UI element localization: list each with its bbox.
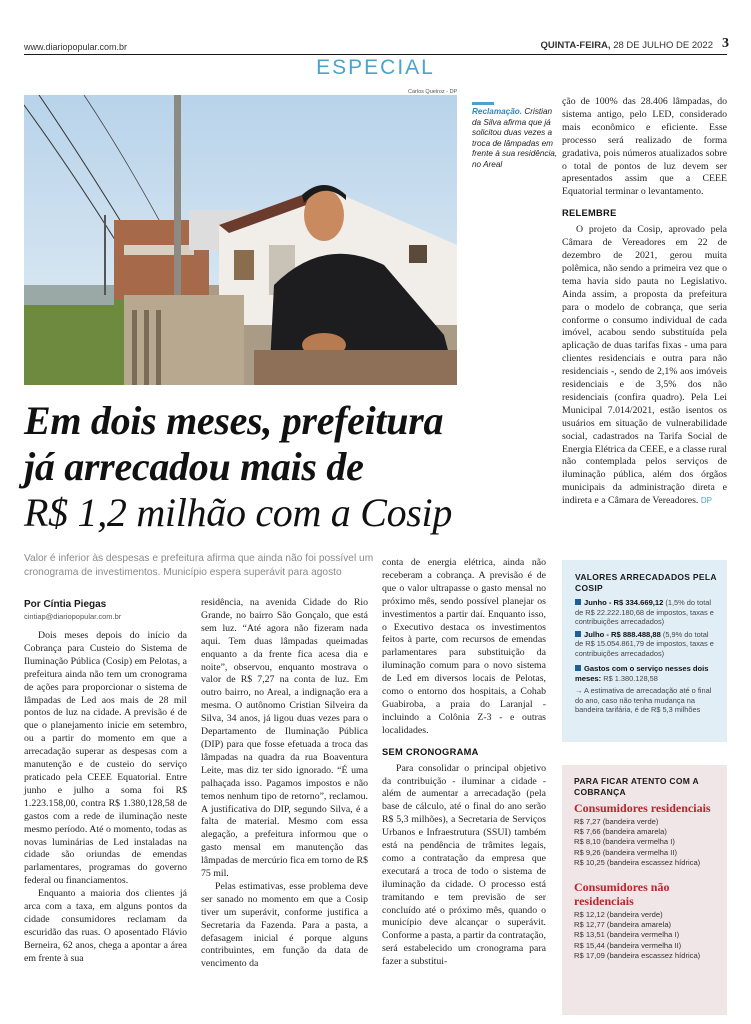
byline-author: Por Cíntia Piegas bbox=[24, 599, 107, 610]
headline-line-3: R$ 1,2 milhão com a Cosip bbox=[24, 490, 453, 535]
headline bbox=[24, 398, 544, 536]
subhead-sem-cronograma: SEM CRONOGRAMA bbox=[382, 746, 479, 757]
paragraph: Para consolidar o principal objetivo da contribuição - iluminar a cidade - além de aumentar a arrecadação (pela base de cálculo, até o final do ano serão R$ 5,3 milhões), a Secretaria de Serviços Urbanos e Infraestrutura (SSUI) também está na pendência de trâmites legais, como a contratação da empresa que executará a troca de todo o sistema de iluminação da cidade. O processo está tramitando e tem previsão de ser concluído até o próximo mês, quando o município deve alcançar o superávit. Conforme a pasta, a partir da contratação, será estabelecido um cronograma para fazer a substitui- bbox=[382, 762, 546, 968]
spend-value: R$ 1.380.128,58 bbox=[603, 673, 658, 683]
deck-summary: Valor é inferior às despesas e prefeitura afirma que ainda não foi possível um cronograma de investimentos. Município espera superávit para agosto bbox=[24, 553, 374, 578]
list-item: R$ 12,77 (bandeira amarela) bbox=[574, 920, 672, 930]
body-column-2 bbox=[201, 597, 368, 971]
byline-email: cintiap@diariopopular.com.br bbox=[24, 612, 122, 621]
list-item: R$ 7,66 (bandeira amarela) bbox=[574, 827, 667, 837]
residential-title: Consumidores residenciais bbox=[574, 801, 711, 815]
caption-text: Cristian da Silva afirma que já solicitou duas vezes a troca de lâmpadas em frente à sua residência, no Areal bbox=[472, 107, 558, 169]
body-column-1 bbox=[24, 630, 187, 966]
box-title: VALORES ARRECADADOS PELA COSIP bbox=[575, 572, 717, 593]
june-detail: (1,5% do total de R$ 22.222.180,68 de impostos, taxas e contribuições arrecadados) bbox=[575, 598, 714, 626]
subhead-relembre: RELEMBRE bbox=[562, 208, 617, 219]
box-title: PARA FICAR ATENTO COM A COBRANÇA bbox=[574, 776, 699, 797]
list-item: R$ 10,25 (bandeira escassez hídrica) bbox=[574, 857, 701, 867]
square-bullet-icon bbox=[575, 599, 581, 605]
headline-line-2: já arrecadou mais de bbox=[24, 444, 364, 489]
paragraph: conta de energia elétrica, ainda não receberam a cobrança. A previsão é de que o valor ultrapasse o gasto mensal no próximo mês, sendo possível planejar os investimentos a partir daí. Enquanto isso, o Executivo destaca os investimentos feitos à parte, com recursos de emendas parlamentares para substituição da iluminação comum para o novo sistema de Led em diversos locais de Pelotas, como o entorno dos hospitais, a Cohab Guabiroba, a praia do Laranjal - incluindo a Colônia Z-3 - e outras localidades. bbox=[382, 557, 546, 736]
author-tag: DP bbox=[700, 496, 712, 506]
square-bullet-icon bbox=[575, 665, 581, 671]
july-row bbox=[575, 630, 717, 659]
body-column-4 bbox=[562, 96, 727, 508]
photo-caption bbox=[472, 102, 560, 170]
paragraph: Pelas estimativas, esse problema deve ser sanado no momento em que a Cosip tiver um superávit, conforme justifica a Secretaria da Fazenda. Para a pasta, a defasagem inicial é porque alguns contribuintes, em função da data de vencimento da bbox=[201, 880, 368, 970]
section-title: ESPECIAL bbox=[316, 56, 435, 79]
paragraph bbox=[562, 224, 727, 508]
photo-credit: Carlos Queiroz - DP bbox=[408, 89, 458, 95]
list-item: R$ 15,44 (bandeira vermelha II) bbox=[574, 940, 682, 950]
values-collected-box bbox=[562, 560, 727, 742]
july-detail: (5,9% do total de R$ 15.054.861,79 de impostos, taxas e contribuições arrecadados) bbox=[575, 629, 714, 658]
date-text: 28 DE JULHO DE 2022 bbox=[613, 40, 713, 51]
list-item: R$ 8,10 (bandeira vermelha I) bbox=[574, 837, 675, 847]
list-item: R$ 9,26 (bandeira vermelha II) bbox=[574, 847, 677, 857]
news-photo bbox=[24, 95, 457, 385]
list-item: R$ 12,12 (bandeira verde) bbox=[574, 910, 663, 920]
photo-illustration bbox=[24, 95, 457, 385]
rates-box bbox=[562, 765, 727, 1015]
issue-date bbox=[541, 40, 713, 51]
headline-line-1: Em dois meses, prefeitura bbox=[24, 398, 444, 443]
list-item: R$ 13,51 (bandeira vermelha I) bbox=[574, 930, 680, 940]
paragraph: ção de 100% das 28.406 lâmpadas, do sistema antigo, pelo LED, considerado mais econômico e eficiente. Esse processo será realizado de forma gradativa, pois números atualizados sobre o total de pontos de luz devem ser apresentados assim que a CEEE Equatorial terminar o levantamento. bbox=[562, 96, 727, 198]
june-label: Junho - R$ 334.669,12 bbox=[584, 598, 664, 607]
estimate-note: → A estimativa de arrecadação até o final do ano, caso não tenha mudança na bandeira tarifária, é de R$ 5,3 milhões bbox=[575, 686, 712, 714]
caption-lead: Reclamação. bbox=[472, 107, 523, 116]
spend-label: Gastos com o serviço nesses dois meses: bbox=[575, 664, 709, 683]
non-residential-title: Consumidores não residenciais bbox=[574, 880, 670, 909]
paragraph: Enquanto a maioria dos clientes já arca com a taxa, em alguns pontos da cidade consumidores reclamam da escuridão das ruas. O aposentado Flávio Berneira, 62 anos, chega a apontar a área em frente à sua bbox=[24, 888, 187, 964]
square-bullet-icon bbox=[575, 631, 581, 637]
site-url: www.diariopopular.com.br bbox=[24, 42, 128, 52]
header-rule bbox=[24, 54, 727, 55]
body-column-3 bbox=[382, 557, 546, 969]
caption-accent-bar bbox=[472, 102, 494, 105]
list-item: R$ 17,09 (bandeira escassez hídrica) bbox=[574, 950, 701, 960]
list-item: R$ 7,27 (bandeira verde) bbox=[574, 817, 659, 826]
page-number: 3 bbox=[722, 36, 729, 51]
june-row bbox=[575, 598, 717, 627]
paragraph: residência, na avenida Cidade do Rio Grande, no bairro São Gonçalo, que está sem luz. “Até agora não fizeram nada aqui. Tem duas lâmpadas queimadas enquanto a da frente fica acesa dia e noite”, observou, enquanto mostrava o valor de R$ 7,27 na conta de luz. Em outro bairro, no Areal, a indignação era a mesma. O autônomo Cristian Silveira da Silva, 34 anos, já ligou duas vezes para o Departamento de Iluminação Pública (DIP) para que fosse efetuada a troca das lâmpadas na quadra da rua Boaventura Leite, mas diz ter sido ignorado. “É uma palhaçada isso. Pagamos impostos e não temos nenhum tipo de retorno”, reclamou. A justificativa do DIP, segundo Silva, é a falta de material. Mesmo com essa alegação, a prefeitura informou que o gasto mensal em manutenção das lâmpadas de mercúrio fica em torno de R$ 75 mil. bbox=[201, 597, 368, 880]
july-label: Julho - R$ 888.488,88 bbox=[584, 629, 661, 639]
weekday: QUINTA-FEIRA, bbox=[540, 40, 611, 51]
spend-row bbox=[575, 664, 717, 683]
paragraph: Dois meses depois do início da Cobrança para Custeio do Sistema de Iluminação Pública (Cosip) em Pelotas, a prefeitura ainda não tem um cronograma de ações para proporcionar o sistema de lâmpadas de Led aos mais de 28 mil pontos de luz na cidade. A previsão é de que o planejamento inicie em setembro, ou a partir do momento em que a arrecadação superar as despesas com a manutenção e de custeio do serviço praticado pela CEEE Equatorial. Entre junho e julho a soma foi R$ 1.223.158,00, contra R$ 1.380,128,58 de gastos com a rede de iluminação neste mesmo período. Até o momento, todas as novas luminárias de Led instaladas na cidade são oriundas de emendas parlamentares, programas do governo federal ou financiamentos. bbox=[24, 630, 187, 887]
paragraph-text: O projeto da Cosip, aprovado pela Câmara de Vereadores em 22 de dezembro de 2021, gerou muita polêmica, não sendo a primeira vez que o tema havia sido pauta no Legislativo. Ainda assim, a proposta da prefeitura para o modelo de cobrança, que seria conforme o consumo individual de cada imóvel, acabou sendo substituída pela aplicação de duas tarifas fixas - uma para clientes residenciais e outra para não residenciais -, sendo de 2,1% aos imóveis residenciais e de 3,5% dos não residenciais (confira quadro). Pela Lei Municipal 7.014/2021, estão isentos os usuários em situação de vulnerabilidade social, cadastrados na Tarifa Social de Energia Elétrica da CEEE, e a classe rural não contemplada pelos serviços de iluminação pública, além dos órgãos municipais da administração direta e indireta e a Câmara de Vereadores. bbox=[562, 224, 727, 507]
